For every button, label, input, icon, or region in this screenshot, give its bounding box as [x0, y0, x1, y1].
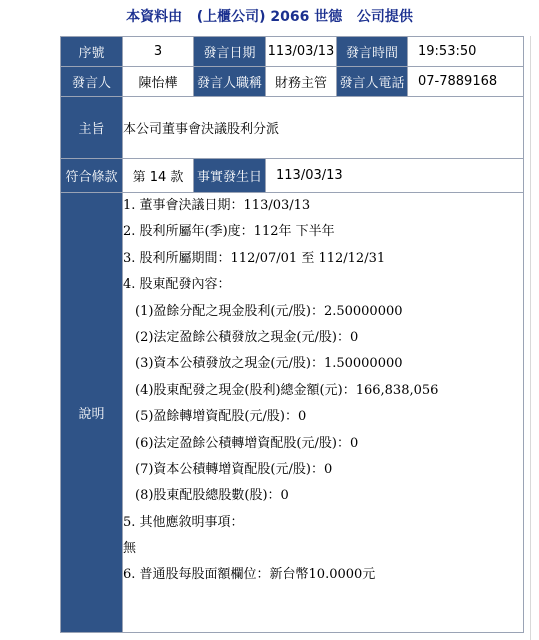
- header-suffix: 公司提供: [356, 9, 413, 25]
- header-prefix: 本資料由: [126, 9, 183, 25]
- desc-line: 4. 股東配發內容：: [123, 277, 231, 293]
- row-subject: [61, 97, 524, 159]
- seq-value: 3: [123, 37, 194, 67]
- page-header: [0, 6, 539, 28]
- speaker-phone-label: 發言人電話: [337, 67, 408, 97]
- row-description: [61, 193, 524, 633]
- subject-value: 本公司董事會決議股利分派: [123, 97, 524, 159]
- event-date-label: 事實發生日: [194, 159, 266, 193]
- desc-line: (5)盈餘轉增資配股(元/股)：0: [135, 409, 307, 425]
- row-speaker: [61, 67, 524, 97]
- speaker-title-label: 發言人職稱: [194, 67, 266, 97]
- desc-line: (8)股東配股總股數(股)：0: [135, 488, 289, 504]
- event-date-value: 113/03/13: [266, 159, 524, 193]
- description-body: [123, 193, 524, 633]
- header-company: (上櫃公司) 2066 世德: [196, 9, 343, 25]
- page-right-rule: [530, 36, 531, 640]
- desc-line: 1. 董事會決議日期：113/03/13: [123, 198, 311, 213]
- row-seq: [61, 37, 524, 67]
- subject-label: 主旨: [61, 97, 123, 159]
- speaker-phone-value: 07-7889168: [408, 67, 524, 97]
- article-value: 第 14 款: [123, 159, 194, 193]
- time-value: 19:53:50: [408, 37, 524, 67]
- desc-line: (4)股東配發之現金(股利)總金額(元)：166,838,056: [135, 382, 439, 398]
- desc-line: (2)法定盈餘公積發放之現金(元/股)：0: [135, 329, 359, 345]
- date-label: 發言日期: [194, 37, 266, 67]
- desc-line: 3. 股利所屬期間：112/07/01 至 112/12/31: [123, 250, 386, 266]
- announcement-table: [60, 36, 524, 633]
- date-value: 113/03/13: [266, 37, 337, 67]
- desc-line: 6. 普通股每股面額欄位：新台幣10.0000元: [123, 567, 376, 583]
- desc-line: (6)法定盈餘公積轉增資配股(元/股)：0: [135, 435, 359, 451]
- desc-line: 無: [123, 541, 137, 557]
- time-label: 發言時間: [337, 37, 408, 67]
- desc-line: 2. 股利所屬年(季)度：112年 下半年: [123, 224, 335, 240]
- row-article: [61, 159, 524, 193]
- desc-line: (3)資本公積發放之現金(元/股)：1.50000000: [135, 356, 403, 372]
- desc-line: (7)資本公積轉增資配股(元/股)：0: [135, 461, 333, 477]
- speaker-title-value: 財務主管: [266, 67, 337, 97]
- seq-label: 序號: [61, 37, 123, 67]
- speaker-value: 陳怡樺: [123, 67, 194, 97]
- desc-line: (1)盈餘分配之現金股利(元/股)：2.50000000: [135, 303, 403, 319]
- article-label: 符合條款: [61, 159, 123, 193]
- desc-line: 5. 其他應敘明事項：: [123, 514, 244, 530]
- description-label: 說明: [61, 193, 123, 633]
- speaker-label: 發言人: [61, 67, 123, 97]
